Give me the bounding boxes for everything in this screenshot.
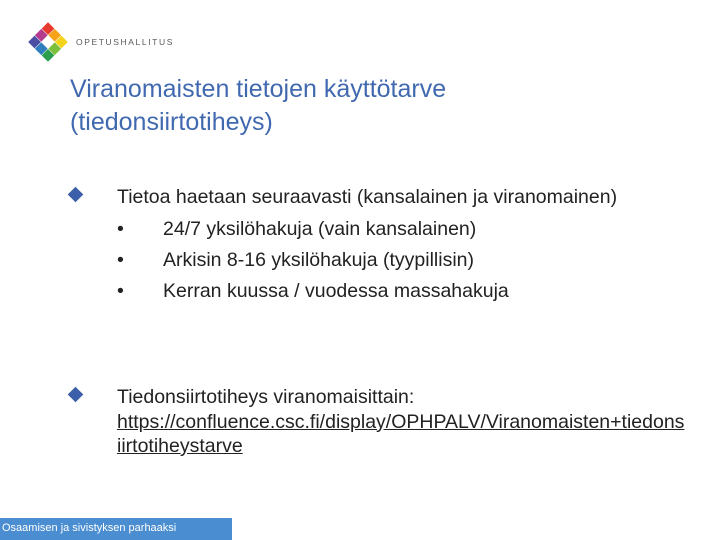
slide-title: Viranomaisten tietojen käyttötarve (tiedonsiirtotiheys) bbox=[70, 75, 447, 136]
bullet-1 bbox=[70, 185, 690, 307]
bullet-dot-icon: • bbox=[117, 248, 124, 271]
footer-slogan: Osaamisen ja sivistyksen parhaaksi bbox=[2, 522, 177, 534]
confluence-link[interactable]: https://confluence.csc.fi/display/OPHPALV/Viranomaisten+tiedonsiirtotiheystarve bbox=[117, 410, 685, 457]
diamond-bullet-icon bbox=[68, 387, 84, 403]
opetushallitus-logo-icon bbox=[26, 20, 70, 64]
footer-bar bbox=[0, 518, 232, 540]
bullet-dot-icon: • bbox=[117, 279, 124, 302]
list-item: • Arkisin 8-16 yksilöhakuja (tyypillisin) bbox=[117, 245, 690, 276]
bullet-2 bbox=[70, 385, 690, 459]
bullet-dot-icon: • bbox=[117, 217, 124, 240]
list-item: • 24/7 yksilöhakuja (vain kansalainen) bbox=[117, 214, 690, 245]
bullet-1-text: Tietoa haetaan seuraavasti (kansalainen ja viranomainen) bbox=[117, 186, 618, 208]
bullet-2-text: Tiedonsiirtotiheys viranomaisittain: bbox=[117, 386, 415, 408]
sub-list bbox=[117, 214, 690, 307]
list-item: • Kerran kuussa / vuodessa massahakuja bbox=[117, 276, 690, 307]
logo-text: OPETUSHALLITUS bbox=[76, 37, 174, 47]
diamond-bullet-icon bbox=[68, 187, 84, 203]
